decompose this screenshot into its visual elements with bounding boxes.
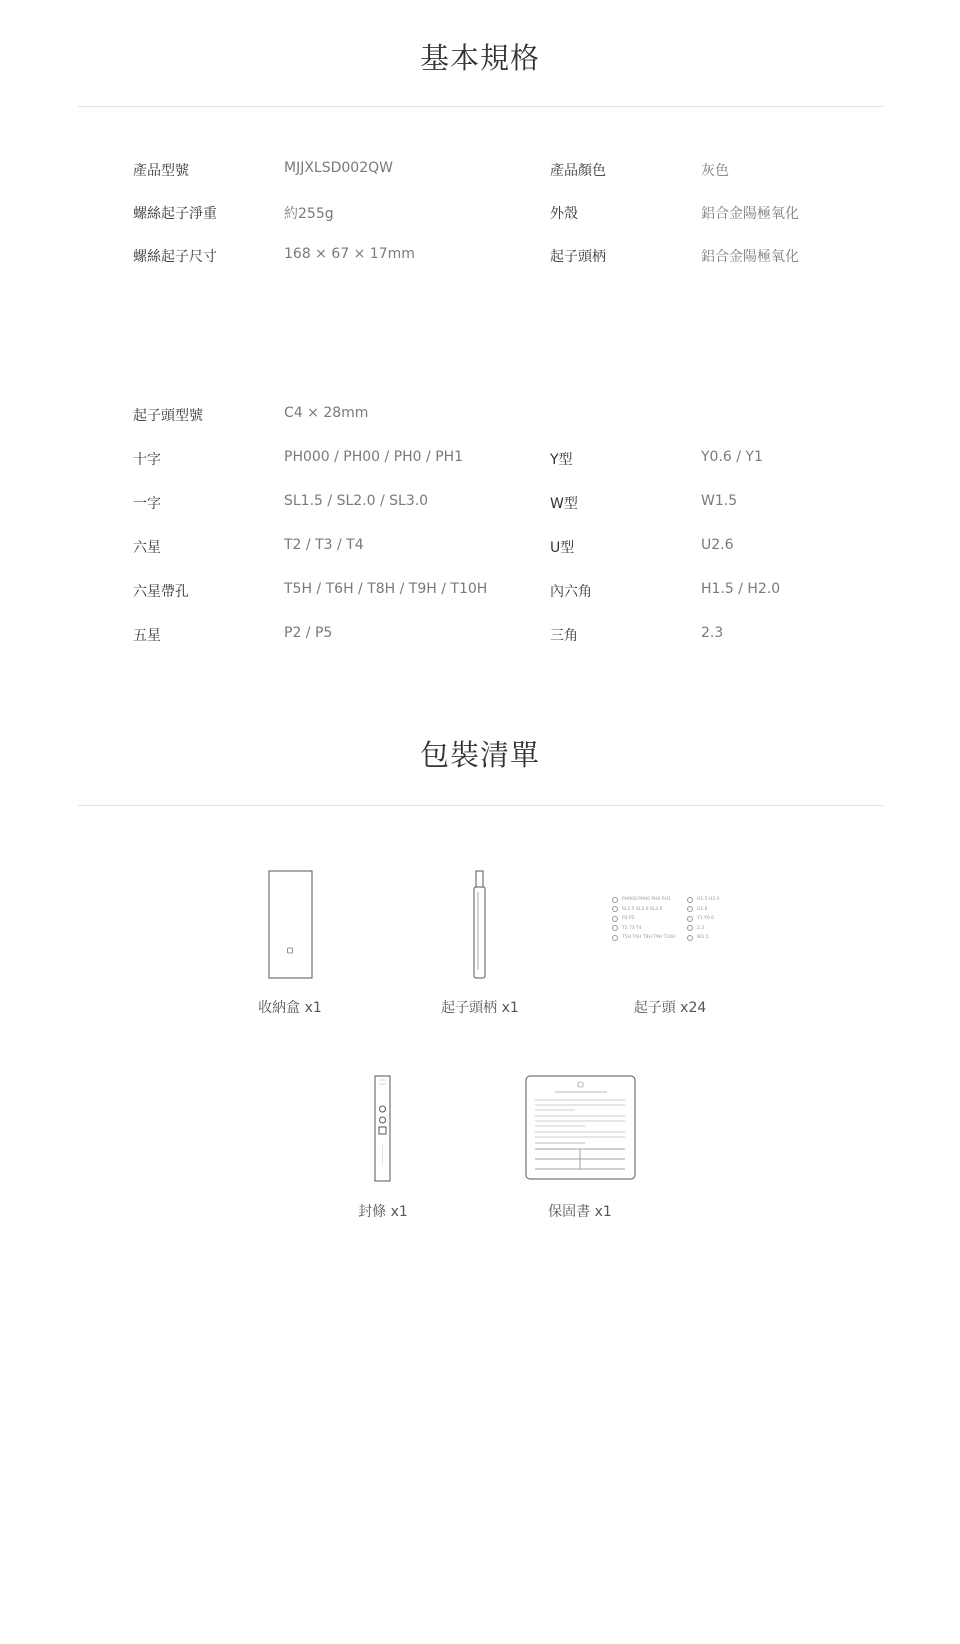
spec-value: T5H / T6H / T8H / T9H / T10H [284,581,488,597]
bits-chart-row [612,914,676,924]
bits-chart-left-column [612,895,676,943]
spec-value: T2 / T3 / T4 [284,537,364,553]
spec-label: 產品型號 [133,163,189,179]
bits-chart-text: PH000 PH00 PH0 PH1 [622,897,671,902]
screwdriver-handle-image [473,870,487,980]
bits-chart-row [687,914,720,924]
spec-value: H1.5 / H2.0 [701,581,781,597]
bits-chart-text: W1.5 [697,935,709,940]
package-item-label: 起子頭柄 x1 [441,1000,519,1016]
bits-chart-row [612,905,676,915]
spec-row [133,405,833,429]
package-title: 包裝清單 [419,738,540,772]
spec-label: U型 [550,540,575,556]
bits-chart-text: 2.3 [697,925,705,931]
spec-value: W1.5 [701,493,738,509]
spec-value: MJJXLSD002QW [284,160,393,176]
bits-chart-row [687,933,720,943]
bits-chart-row [612,924,676,934]
bit-icon [612,906,618,912]
bits-chart-text: SL1.5 SL2.0 SL3.0 [622,906,663,912]
spec-row [133,449,833,473]
spec-label: W型 [550,496,578,512]
bit-icon [687,897,693,903]
package-item-label: 封條 x1 [358,1204,408,1220]
spec-row [133,160,833,184]
bit-icon [612,916,618,922]
spec-label: 內六角 [550,584,592,600]
bit-icon [687,916,693,922]
bits-chart [612,895,722,953]
spec-label: 一字 [133,496,161,512]
spec-row [133,537,833,561]
package-item-label: 保固書 x1 [548,1204,612,1220]
spec-value: U2.6 [701,537,734,553]
spec-label: 起子頭柄 [550,249,606,265]
specs-divider [78,106,883,107]
spec-value: 鋁合金陽極氧化 [701,249,799,265]
spec-row [133,203,833,227]
spec-value: 鋁合金陽極氧化 [701,206,799,222]
bit-icon [612,897,618,903]
bits-chart-row [687,895,720,905]
spec-row [133,493,833,517]
bits-chart-text: H1.5 H2.0 [697,897,720,902]
spec-label: 起子頭型號 [133,408,203,424]
spec-row [133,581,833,605]
bits-chart-text: T5H T6H T8H T9H T10H [622,935,676,940]
bits-chart-row [612,895,676,905]
spec-label: Y型 [550,452,573,468]
spec-label: 三角 [550,628,578,644]
spec-value: 約255g [284,206,334,222]
spec-value: 2.3 [701,625,724,641]
bit-icon [687,935,693,941]
bit-icon [612,935,618,941]
spec-label: 外殼 [550,206,578,222]
warranty-card-image [525,1075,637,1181]
spec-value: 168 × 67 × 17mm [284,246,415,262]
spec-row [133,246,833,270]
spec-value: SL1.5 / SL2.0 / SL3.0 [284,493,429,509]
storage-box-image [268,870,314,980]
spec-label: 六星帶孔 [133,584,189,600]
bits-chart-row [612,933,676,943]
package-item-label: 收納盒 x1 [258,1000,322,1016]
bit-icon [687,906,693,912]
bits-chart-row [687,924,720,934]
bits-chart-text: Y1 Y0.6 [697,916,714,921]
spec-value: 灰色 [701,163,729,179]
package-item-label: 起子頭 x24 [633,1000,707,1016]
bits-chart-right-column [687,895,720,943]
bit-icon [687,925,693,931]
spec-value: C4 × 28mm [284,405,369,421]
spec-value: PH000 / PH00 / PH0 / PH1 [284,449,464,465]
bits-chart-text: U2.6 [697,906,708,912]
seal-strip-image [374,1075,392,1183]
bits-chart-text: P2 P5 [622,916,635,921]
spec-label: 五星 [133,628,161,644]
bits-chart-text: T2 T3 T4 [622,925,642,931]
spec-row [133,625,833,649]
spec-label: 螺絲起子淨重 [133,206,217,222]
bit-icon [612,925,618,931]
package-divider [78,805,883,806]
spec-label: 十字 [133,452,161,468]
spec-label: 六星 [133,540,161,556]
spec-value: Y0.6 / Y1 [701,449,763,465]
spec-label: 螺絲起子尺寸 [133,249,217,265]
spec-value: P2 / P5 [284,625,333,641]
specs-title: 基本規格 [419,41,540,75]
spec-label: 產品顏色 [550,163,606,179]
bits-chart-row [687,905,720,915]
